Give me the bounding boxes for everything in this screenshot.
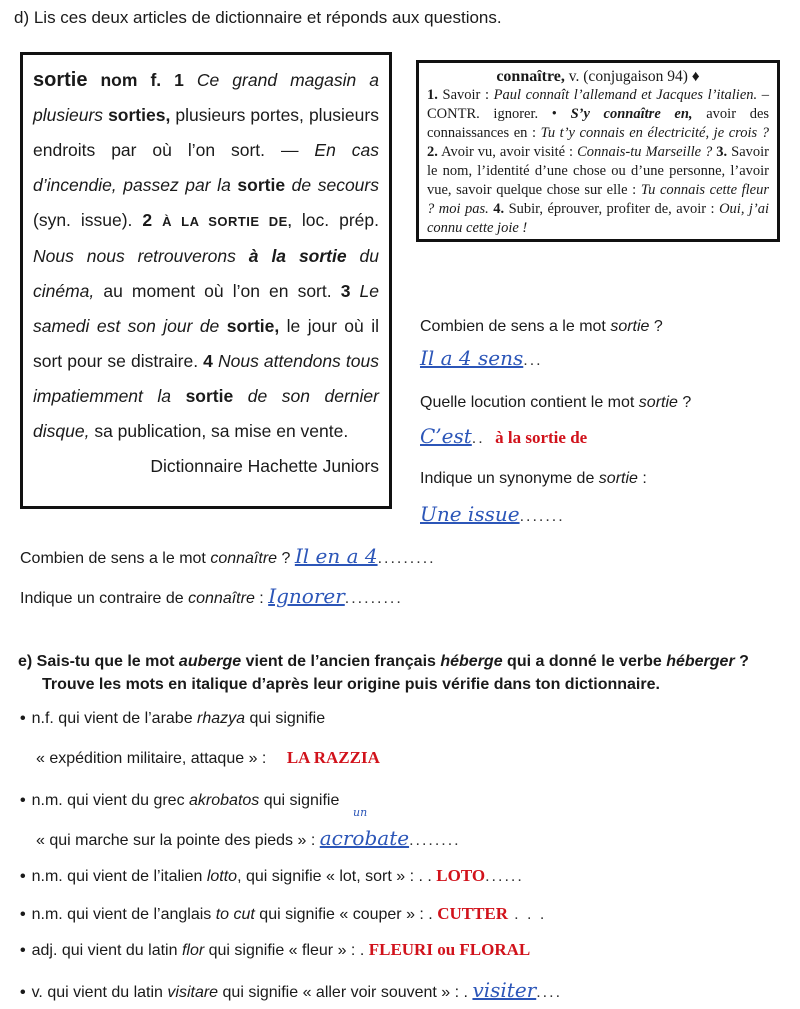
dictionary-entry-connaitre [416, 60, 780, 242]
answer-sortie-synonyme[interactable]: Une issue....... [420, 502, 565, 526]
example-3a: Nous nous retrouverons [33, 246, 236, 266]
answer-fleuri[interactable]: FLEURI ou FLORAL [368, 940, 531, 959]
question-sortie-synonyme: Indique un synonyme de sortie : [420, 470, 647, 487]
c-contraire: – CONTR. ignorer. • [427, 87, 770, 122]
example-5-headword: sortie [185, 386, 234, 406]
c-def-locution: avoir des connaissances en : [427, 106, 770, 141]
gram-connaitre: v. (conjugaison 94) ♦ [568, 68, 700, 85]
c-def-1: Savoir : [442, 87, 490, 103]
question-connaitre-contraire: Indique un contraire de connaître : Ignorer......... [20, 584, 403, 608]
example-1: Ce grand magasin a plusieurs [33, 70, 379, 125]
item-acrobate-line2: « qui marche sur la pointe des pieds » : acrobate........ [36, 826, 461, 850]
sense-2: 2 [142, 210, 153, 230]
item-acrobate: • n.m. qui vient du grec akrobatos qui signifie [20, 792, 340, 809]
headword-connaitre: connaître, [496, 68, 565, 85]
section-d-title: d) Lis ces deux articles de dictionnaire et réponds aux questions. [14, 8, 502, 27]
question-sortie-locution: Quelle locution contient le mot sortie ? [420, 394, 692, 411]
section-e-instruction: Trouve les mots en italique d’après leur origine puis vérifie dans ton dictionnaire. [42, 676, 660, 693]
c-locution: S’y connaître en, [570, 106, 693, 122]
c-def-2: Avoir vu, avoir visité : [441, 144, 574, 160]
c-def-4: Subir, éprouver, profiter de, avoir : [508, 201, 715, 217]
answer-sortie-sens[interactable]: Il a 4 sens... [420, 346, 543, 370]
headword-sortie: sortie [33, 69, 88, 91]
definition-3: au moment où l’on en sort. [103, 281, 332, 301]
example-5a: Nous attendons tous impatiemment la [33, 351, 379, 406]
question-connaitre-sens: Combien de sens a le mot connaître ? Il en a 4......... [20, 544, 436, 568]
item-fleuri: • adj. qui vient du latin flor qui signifie « fleur » : . FLEURI ou FLORAL [20, 940, 531, 959]
dictionary-source: Dictionnaire Hachette Juniors [150, 456, 379, 476]
c-sense-1: 1. [427, 87, 438, 103]
answer-visiter[interactable]: visiter [472, 978, 537, 1002]
note-un: un [353, 806, 368, 819]
definition-5: sa publication, sa mise en vente. [94, 421, 349, 441]
answer-connaitre-contraire[interactable]: Ignorer [268, 584, 345, 608]
locution-gram: loc. prép. [301, 210, 379, 230]
gram-sortie: nom f. [100, 70, 162, 90]
c-example-locution: Tu t’y connais en électricité, je crois ? [540, 125, 769, 141]
example-4a: Le samedi est son jour de [33, 281, 379, 336]
c-sense-3: 3. [716, 144, 728, 160]
locution: À LA SORTIE DE, [162, 214, 292, 229]
example-2-headword: sortie [237, 175, 286, 195]
example-5b: de son dernier disque, [33, 386, 379, 441]
answer-connaitre-sens[interactable]: Il en a 4 [294, 544, 378, 568]
example-1-headword: sorties, [108, 105, 171, 125]
answer-sortie-locution[interactable]: C’est.. à la sortie de [420, 424, 588, 448]
dictionary-entry-sortie [20, 52, 392, 509]
sense-4: 4 [203, 351, 213, 371]
c-example-2: Connais-tu Marseille ? [577, 144, 713, 160]
example-3-headword: à la sortie [248, 246, 347, 266]
answer-razzia[interactable]: LA RAZZIA [286, 748, 380, 767]
sense-3: 3 [340, 281, 351, 301]
question-sortie-sens: Combien de sens a le mot sortie ? [420, 318, 663, 335]
c-example-3: Tu connais cette fleur ? moi pas. [427, 182, 770, 217]
example-4-headword: sortie, [226, 316, 280, 336]
answer-acrobate[interactable]: acrobate [319, 826, 410, 850]
example-3b: du cinéma, [33, 246, 379, 301]
example-2a: En cas d’incendie, passez par la [33, 140, 379, 195]
answer-loto[interactable]: LOTO [436, 866, 486, 885]
definition-1: plusieurs portes, plusieurs endroits par où l’on sort. — [33, 105, 379, 160]
section-e-heading: e) Sais-tu que le mot auberge vient de l’ancien français héberge qui a donné le verbe héberger ? [18, 653, 749, 670]
example-2b: de secours [291, 175, 379, 195]
definition-4: le jour où il sort pour se distraire. [33, 316, 379, 371]
item-loto: • n.m. qui vient de l’italien lotto, qui signifie « lot, sort » : . . LOTO...... [20, 866, 524, 885]
item-razzia-line2: « expédition militaire, attaque » : LA RAZZIA [36, 748, 380, 767]
c-sense-4: 4. [493, 201, 505, 217]
sense-1: 1 [174, 70, 184, 90]
item-razzia: • n.f. qui vient de l’arabe rhazya qui signifie [20, 710, 326, 727]
synonym: (syn. issue). [33, 210, 133, 230]
c-def-3: Savoir le nom, l’identité d’une chose ou d’une personne, l’avoir vue, savoir quelque chose sur elle : [427, 144, 770, 198]
answer-cutter[interactable]: CUTTER [437, 904, 509, 923]
c-sense-2: 2. [427, 144, 438, 160]
c-example-1: Paul connaît l’allemand et Jacques l’italien. [493, 87, 758, 103]
item-cutter: • n.m. qui vient de l’anglais to cut qui signifie « couper » : . CUTTER . . . [20, 904, 547, 923]
c-example-4: Oui, j’ai connu cette joie ! [427, 201, 770, 236]
item-visiter: • v. qui vient du latin visitare qui signifie « aller voir souvent » : . visiter.... [20, 978, 563, 1002]
